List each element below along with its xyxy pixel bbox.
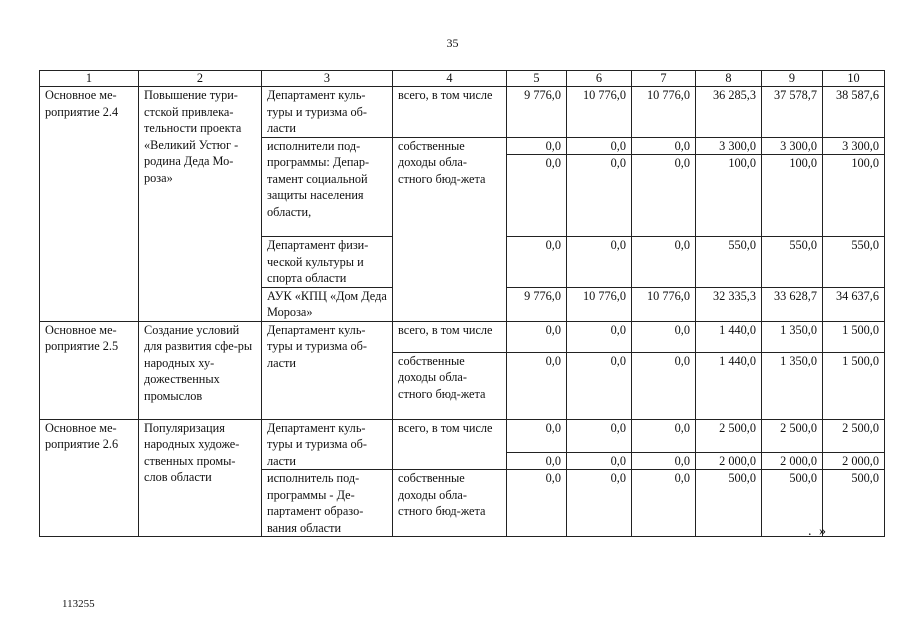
value-cell: 0,0 <box>567 137 632 155</box>
executor-cell: Департамент куль-туры и туризма об-ласти <box>262 419 393 470</box>
value-cell: 1 440,0 <box>696 352 762 419</box>
value-cell: 0,0 <box>632 452 696 470</box>
value-cell: 2 000,0 <box>762 452 823 470</box>
value-cell: 0,0 <box>632 352 696 419</box>
value-cell: 0,0 <box>567 321 632 352</box>
value-cell: 2 500,0 <box>762 419 823 452</box>
table-row <box>40 321 885 352</box>
value-cell: 0,0 <box>632 321 696 352</box>
value-cell: 9 776,0 <box>507 87 567 138</box>
source-cell: собственные доходы обла-стного бюд-жета <box>393 352 507 419</box>
column-header: 4 <box>393 71 507 87</box>
value-cell: 38 587,6 <box>823 87 885 138</box>
column-header: 6 <box>567 71 632 87</box>
value-cell: 100,0 <box>762 155 823 237</box>
column-header: 10 <box>823 71 885 87</box>
value-cell: 32 335,3 <box>696 287 762 321</box>
table-row <box>40 87 885 138</box>
value-cell: 500,0 <box>823 470 885 537</box>
event-name-cell: Повышение тури-стской привлека-тельности проекта «Великий Устюг - родина Деда Мо-роза» <box>139 87 262 322</box>
value-cell: 0,0 <box>507 155 567 237</box>
table-row <box>40 419 885 452</box>
value-cell: 0,0 <box>567 352 632 419</box>
value-cell: 34 637,6 <box>823 287 885 321</box>
column-header: 2 <box>139 71 262 87</box>
page-number: 35 <box>446 36 459 50</box>
value-cell: 0,0 <box>507 237 567 288</box>
value-cell: 100,0 <box>823 155 885 237</box>
value-cell: 0,0 <box>567 419 632 452</box>
value-cell: 0,0 <box>507 470 567 537</box>
column-header: 3 <box>262 71 393 87</box>
value-cell: 1 500,0 <box>823 321 885 352</box>
value-cell: 550,0 <box>762 237 823 288</box>
executor-cell: АУК «КПЦ «Дом Деда Мороза» <box>262 287 393 321</box>
value-cell: 0,0 <box>507 321 567 352</box>
value-cell: 0,0 <box>507 419 567 452</box>
value-cell: 10 776,0 <box>567 87 632 138</box>
value-cell: 2 500,0 <box>696 419 762 452</box>
column-header: 7 <box>632 71 696 87</box>
value-cell: 0,0 <box>567 452 632 470</box>
value-cell: 0,0 <box>507 452 567 470</box>
header-row <box>40 71 885 87</box>
executor-cell: Департамент куль-туры и туризма об-ласти <box>262 87 393 138</box>
value-cell: 10 776,0 <box>632 87 696 138</box>
value-cell: 9 776,0 <box>507 287 567 321</box>
event-cell: Основное ме-роприятие 2.5 <box>40 321 139 419</box>
value-cell: 550,0 <box>696 237 762 288</box>
value-cell: 0,0 <box>507 352 567 419</box>
column-header: 9 <box>762 71 823 87</box>
executor-cell: исполнители под-программы: Депар-тамент социальной защиты населения области, <box>262 137 393 237</box>
document-code: 113255 <box>62 598 95 610</box>
source-cell: всего, в том числе <box>393 321 507 352</box>
value-cell: 3 300,0 <box>696 137 762 155</box>
value-cell: 0,0 <box>632 155 696 237</box>
value-cell: 36 285,3 <box>696 87 762 138</box>
event-cell: Основное ме-роприятие 2.6 <box>40 419 139 537</box>
source-cell: собственные доходы обла-стного бюд-жета <box>393 470 507 537</box>
source-cell: собственные доходы обла-стного бюд-жета <box>393 137 507 321</box>
value-cell: 0,0 <box>632 419 696 452</box>
value-cell: 37 578,7 <box>762 87 823 138</box>
source-cell: всего, в том числе <box>393 87 507 138</box>
value-cell: 33 628,7 <box>762 287 823 321</box>
event-name-cell: Популяризация народных художе-ственных промы-слов области <box>139 419 262 537</box>
executor-cell: исполнитель под-программы - Де-партамент образо-вания области <box>262 470 393 537</box>
value-cell: 1 350,0 <box>762 352 823 419</box>
value-cell: 10 776,0 <box>567 287 632 321</box>
column-header: 1 <box>40 71 139 87</box>
value-cell: 0,0 <box>632 470 696 537</box>
value-cell: 1 500,0 <box>823 352 885 419</box>
value-cell: 0,0 <box>567 237 632 288</box>
value-cell: 0,0 <box>632 237 696 288</box>
closing-quote: . » <box>808 524 828 539</box>
value-cell: 0,0 <box>507 137 567 155</box>
value-cell: 550,0 <box>823 237 885 288</box>
value-cell: 3 300,0 <box>823 137 885 155</box>
column-header: 8 <box>696 71 762 87</box>
value-cell: 3 300,0 <box>762 137 823 155</box>
value-cell: 2 000,0 <box>696 452 762 470</box>
value-cell: 2 000,0 <box>823 452 885 470</box>
source-cell: всего, в том числе <box>393 419 507 470</box>
value-cell: 0,0 <box>567 155 632 237</box>
value-cell: 2 500,0 <box>823 419 885 452</box>
value-cell: 0,0 <box>632 137 696 155</box>
value-cell: 1 350,0 <box>762 321 823 352</box>
executor-cell: Департамент физи-ческой культуры и спорта области <box>262 237 393 288</box>
value-cell: 500,0 <box>696 470 762 537</box>
event-name-cell: Создание условий для развития сфе-ры народных ху-дожественных промыслов <box>139 321 262 419</box>
executor-cell: Департамент куль-туры и туризма об-ласти <box>262 321 393 419</box>
event-cell: Основное ме-роприятие 2.4 <box>40 87 139 322</box>
value-cell: 0,0 <box>567 470 632 537</box>
value-cell: 10 776,0 <box>632 287 696 321</box>
value-cell: 100,0 <box>696 155 762 237</box>
column-header: 5 <box>507 71 567 87</box>
value-cell: 500,0 <box>762 470 823 537</box>
budget-table <box>39 70 885 537</box>
value-cell: 1 440,0 <box>696 321 762 352</box>
